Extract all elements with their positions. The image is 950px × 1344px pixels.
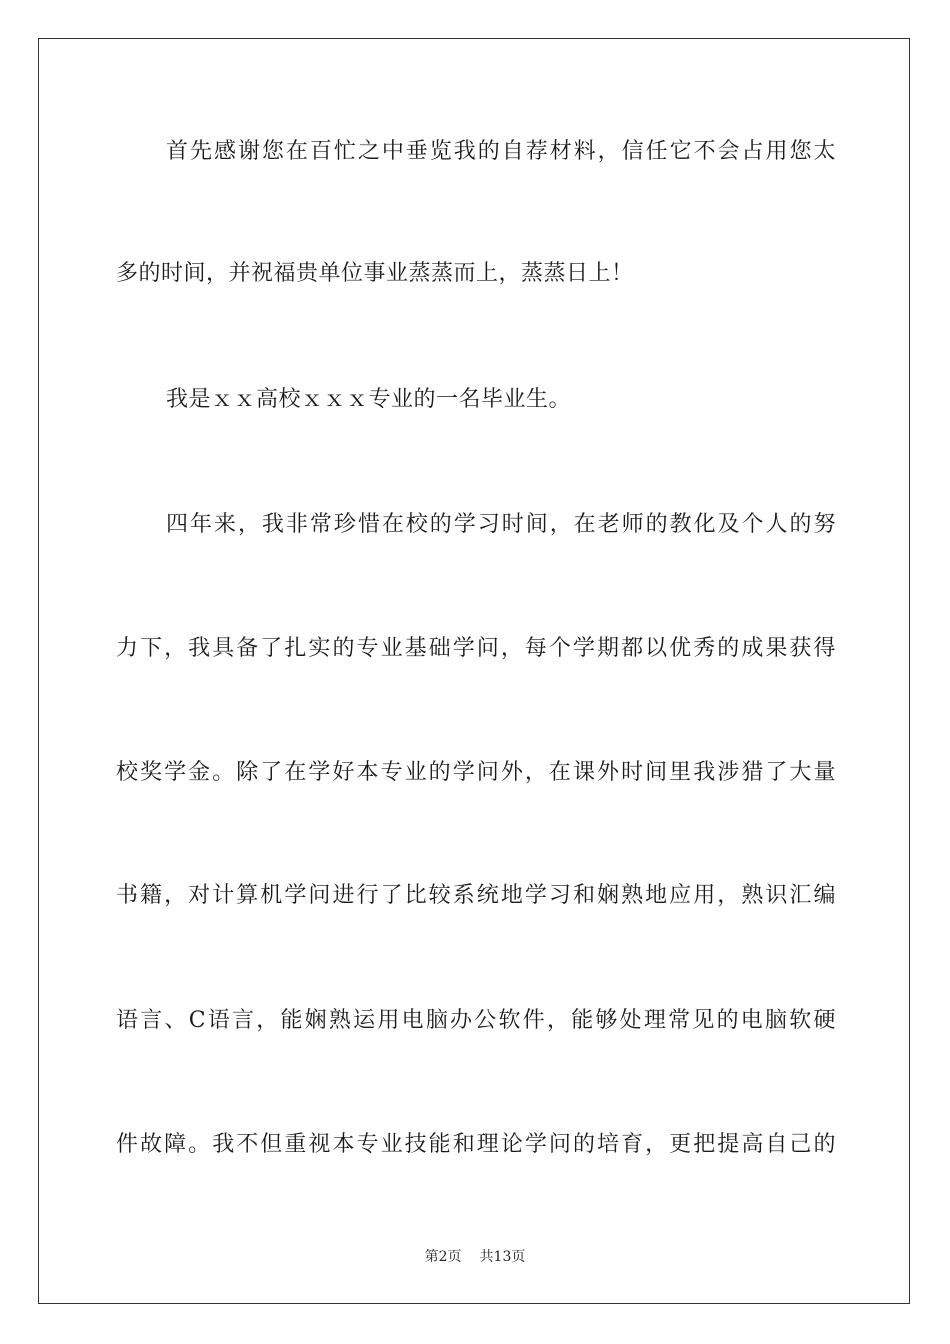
paragraph-3-line-4: 书籍，对计算机学问进行了比较系统地学习和娴熟地应用，熟识汇编 xyxy=(116,883,836,908)
paragraph-1-line-2: 多的时间，并祝福贵单位事业蒸蒸而上，蒸蒸日上！ xyxy=(116,261,634,286)
paragraph-3-line-3: 校奖学金。除了在学好本专业的学问外，在课外时间里我涉猎了大量 xyxy=(116,760,836,785)
paragraph-1-line-1: 首先感谢您在百忙之中垂览我的自荐材料，信任它不会占用您太 xyxy=(166,139,836,164)
paragraph-3-line-5: 语言、C语言，能娴熟运用电脑办公软件，能够处理常见的电脑软硬 xyxy=(116,1008,836,1033)
paragraph-3-line-1: 四年来，我非常珍惜在校的学习时间，在老师的教化及个人的努 xyxy=(166,512,836,537)
paragraph-3-line-6: 件故障。我不但重视本专业技能和理论学问的培育，更把提高自己的 xyxy=(116,1132,836,1157)
paragraph-3-line-2: 力下，我具备了扎实的专业基础学问，每个学期都以优秀的成果获得 xyxy=(116,636,836,661)
paragraph-2-line-1: 我是ｘｘ高校ｘｘｘ专业的一名毕业生。 xyxy=(166,387,572,412)
page-border xyxy=(38,38,910,1304)
page-footer xyxy=(0,1248,950,1266)
page-number: 第2页 xyxy=(424,1249,462,1265)
page-total: 共13页 xyxy=(479,1249,526,1265)
